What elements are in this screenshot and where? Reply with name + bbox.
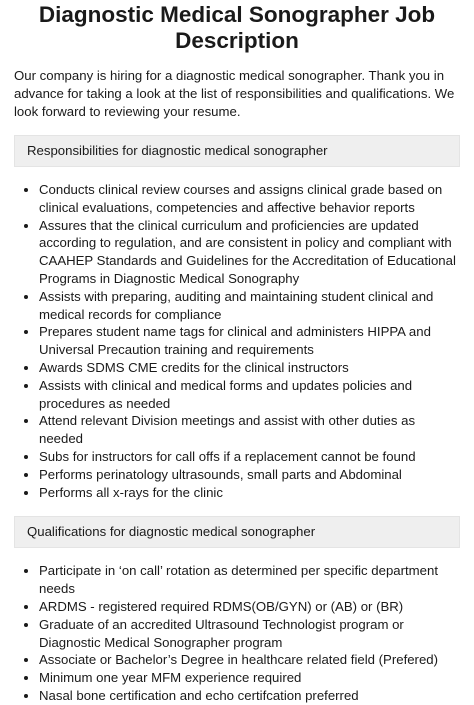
list-item: • Assures that the clinical curriculum and proficiencies are updated according to regulation, and are consistent in policy and compliant with CAAHEP Standards and Guidelines for the Accreditation of Educational Programs in Diagnostic Medical Sonography (39, 217, 460, 288)
qualifications-list (14, 562, 460, 704)
list-item: • Participate in ‘on call’ rotation as determined per specific department needs (39, 562, 460, 598)
list-item: • Attend relevant Division meetings and assist with other duties as needed (39, 412, 460, 448)
list-item: • Nasal bone certification and echo certifcation preferred (39, 687, 460, 705)
qualifications-heading: Qualifications for diagnostic medical sonographer (14, 516, 460, 548)
responsibilities-heading: Responsibilities for diagnostic medical sonographer (14, 135, 460, 167)
list-item: • Graduate of an accredited Ultrasound Technologist program or Diagnostic Medical Sonographer program (39, 616, 460, 652)
intro-paragraph: Our company is hiring for a diagnostic medical sonographer. Thank you in advance for taking a look at the list of responsibilities and qualifications. We look forward to reviewing your resume. (14, 68, 455, 119)
list-item: • Minimum one year MFM experience required (39, 669, 460, 687)
list-item: • Assists with preparing, auditing and maintaining student clinical and medical records for compliance (39, 288, 460, 324)
list-item: • ARDMS - registered required RDMS(OB/GYN) or (AB) or (BR) (39, 598, 460, 616)
page-title: Diagnostic Medical Sonographer Job Description (38, 2, 436, 53)
list-item: • Awards SDMS CME credits for the clinical instructors (39, 359, 460, 377)
list-item: • Assists with clinical and medical forms and updates policies and procedures as needed (39, 377, 460, 413)
list-item: • Performs all x-rays for the clinic (39, 484, 460, 502)
list-item: • Performs perinatology ultrasounds, small parts and Abdominal (39, 466, 460, 484)
list-item: • Associate or Bachelor’s Degree in healthcare related field (Prefered) (39, 651, 460, 669)
responsibilities-list (14, 181, 460, 501)
list-item: • Subs for instructors for call offs if a replacement cannot be found (39, 448, 460, 466)
list-item: • Prepares student name tags for clinical and administers HIPPA and Universal Precaution training and requirements (39, 323, 460, 359)
list-item: • Conducts clinical review courses and assigns clinical grade based on clinical evaluations, competencies and affective behavior reports (39, 181, 460, 217)
